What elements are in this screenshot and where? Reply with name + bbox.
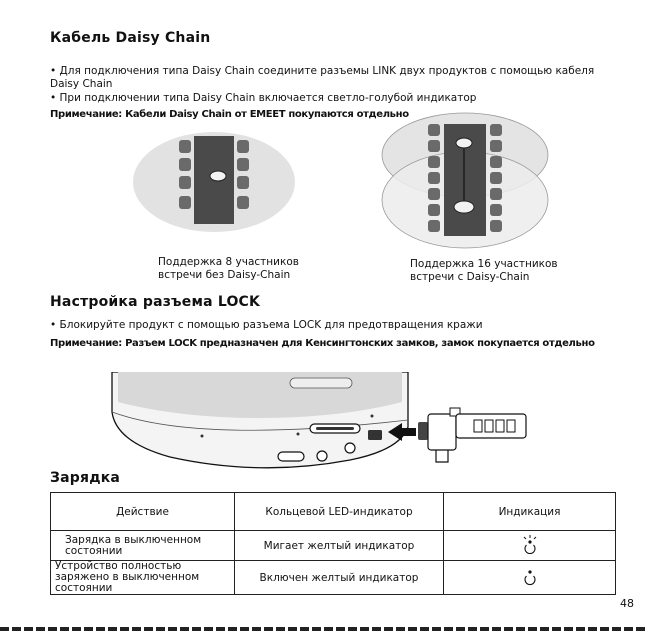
power-port [278,452,304,461]
audio-port-1 [317,451,327,461]
daisy-bullet-2: • При подключении типа Daisy Chain включается светло-голубой индикатор [50,92,477,104]
speakerphone-device-bottom [454,201,474,213]
daisy-bullet-1-line-2: Daisy Chain [50,78,113,90]
action-text-line-1: Зарядка в выключенном [65,533,202,546]
lock-note: Примечание: Разъем LOCK предназначен для Кенсингтонских замков, замок покупается отдельно [50,338,595,349]
caption-with-daisy-line-2: встречи с Daisy-Chain [410,271,530,283]
column-header-indication: Индикация [444,493,616,531]
column-header-led: Кольцевой LED-индикатор [235,493,444,531]
bottom-divider [0,627,648,631]
page-number: 48 [620,597,634,610]
lock-slot [368,430,382,440]
lock-heading: Настройка разъема LOCK [50,294,261,310]
caption-with-daisy-line-1: Поддержка 16 участников [410,258,558,270]
caption-without-daisy-line-1: Поддержка 8 участников [158,256,299,268]
caption-without-daisy-line-2: встречи без Daisy-Chain [158,269,291,281]
column-header-action: Действие [51,493,235,531]
action-cell [51,561,235,595]
action-text-line-2: заряжено в выключенном [55,571,200,583]
indication-cell [444,531,616,561]
charging-heading: Зарядка [50,470,121,486]
power-steady-icon [520,566,540,586]
daisy-chain-room-illustration [380,110,550,252]
daisy-bullet-1-line-1: • Для подключения типа Daisy Chain соедините разъемы LINK двух продуктов с помощью кабеля [50,65,595,77]
power-blinking-icon [520,534,540,554]
action-cell [51,531,235,561]
charging-table [50,492,616,595]
single-room-illustration [132,130,296,234]
speakerphone-device-top [456,138,472,148]
action-text-line-3: состоянии [55,582,113,594]
audio-port-2 [345,443,355,453]
action-text-line-1: Устройство полностью [55,560,182,572]
led-cell: Мигает желтый индикатор [235,531,444,561]
indication-cell [444,561,616,595]
lock-illustration [110,372,530,472]
daisy-note: Примечание: Кабели Daisy Chain от EMEET покупаются отдельно [50,109,409,120]
daisy-chain-heading: Кабель Daisy Chain [50,30,211,46]
speakerphone-device [210,171,226,181]
kensington-lock [418,408,526,462]
action-text-line-2: состоянии [65,544,123,557]
table-row [51,531,616,561]
table-row [51,561,616,595]
led-cell: Включен желтый индикатор [235,561,444,595]
table-header-row [51,493,616,531]
lock-bullet: • Блокируйте продукт с помощью разъема LOCK для предотвращения кражи [50,319,483,331]
